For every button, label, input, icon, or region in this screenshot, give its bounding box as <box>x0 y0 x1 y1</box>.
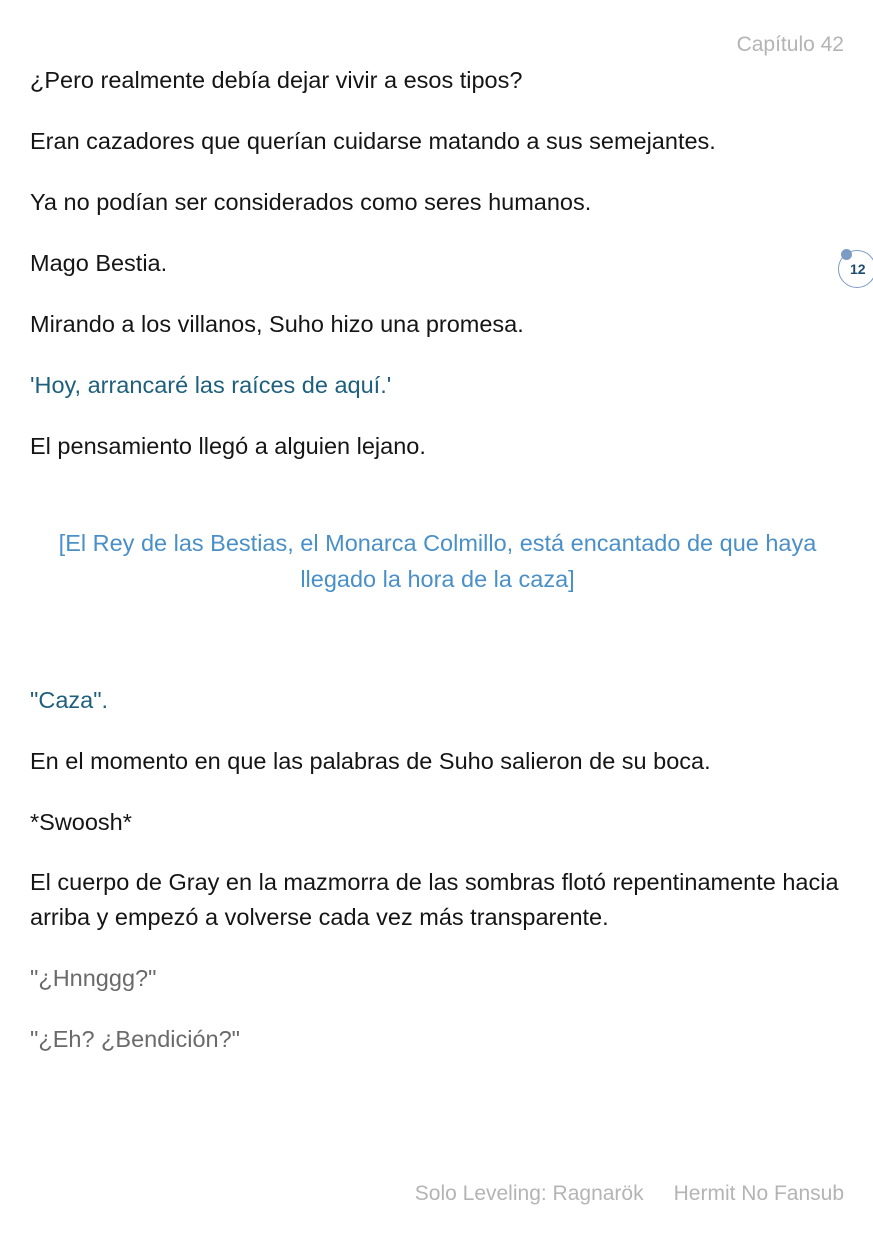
paragraph: ¿Pero realmente debía dejar vivir a esos tipos? <box>30 67 523 93</box>
comment-count[interactable]: 12 <box>850 261 866 277</box>
paragraph: El pensamiento llegó a alguien lejano. <box>30 433 426 459</box>
system-message: [El Rey de las Bestias, el Monarca Colmillo, está encantado de que haya llegado la hora de la caza] <box>58 530 817 592</box>
dialogue-paragraph: "Caza". <box>30 687 109 713</box>
paragraph: Ya no podían ser considerados como seres humanos. <box>30 189 592 215</box>
paragraph: El cuerpo de Gray en la mazmorra de las sombras flotó repentinamente hacia arriba y empezó a volverse cada vez más transparente. <box>30 869 839 930</box>
dialogue-paragraph: "¿Hnnggg?" <box>30 965 157 991</box>
paragraph: Mirando a los villanos, Suho hizo una promesa. <box>30 311 524 337</box>
paragraph: *Swoosh* <box>30 809 132 835</box>
dialogue-paragraph: "¿Eh? ¿Bendición?" <box>30 1026 241 1052</box>
thought-paragraph: 'Hoy, arrancaré las raíces de aquí.' <box>30 372 392 398</box>
paragraph: Mago Bestia. <box>30 250 168 276</box>
chapter-text <box>30 62 845 1082</box>
paragraph: En el momento en que las palabras de Suho salieron de su boca. <box>30 748 711 774</box>
translator-credit: Hermit No Fansub <box>673 1182 844 1205</box>
paragraph: Eran cazadores que querían cuidarse matando a sus semejantes. <box>30 128 716 154</box>
book-title: Solo Leveling: Ragnarök <box>414 1182 644 1205</box>
chapter-label: Capítulo 42 <box>736 33 844 56</box>
footer <box>415 1182 844 1206</box>
